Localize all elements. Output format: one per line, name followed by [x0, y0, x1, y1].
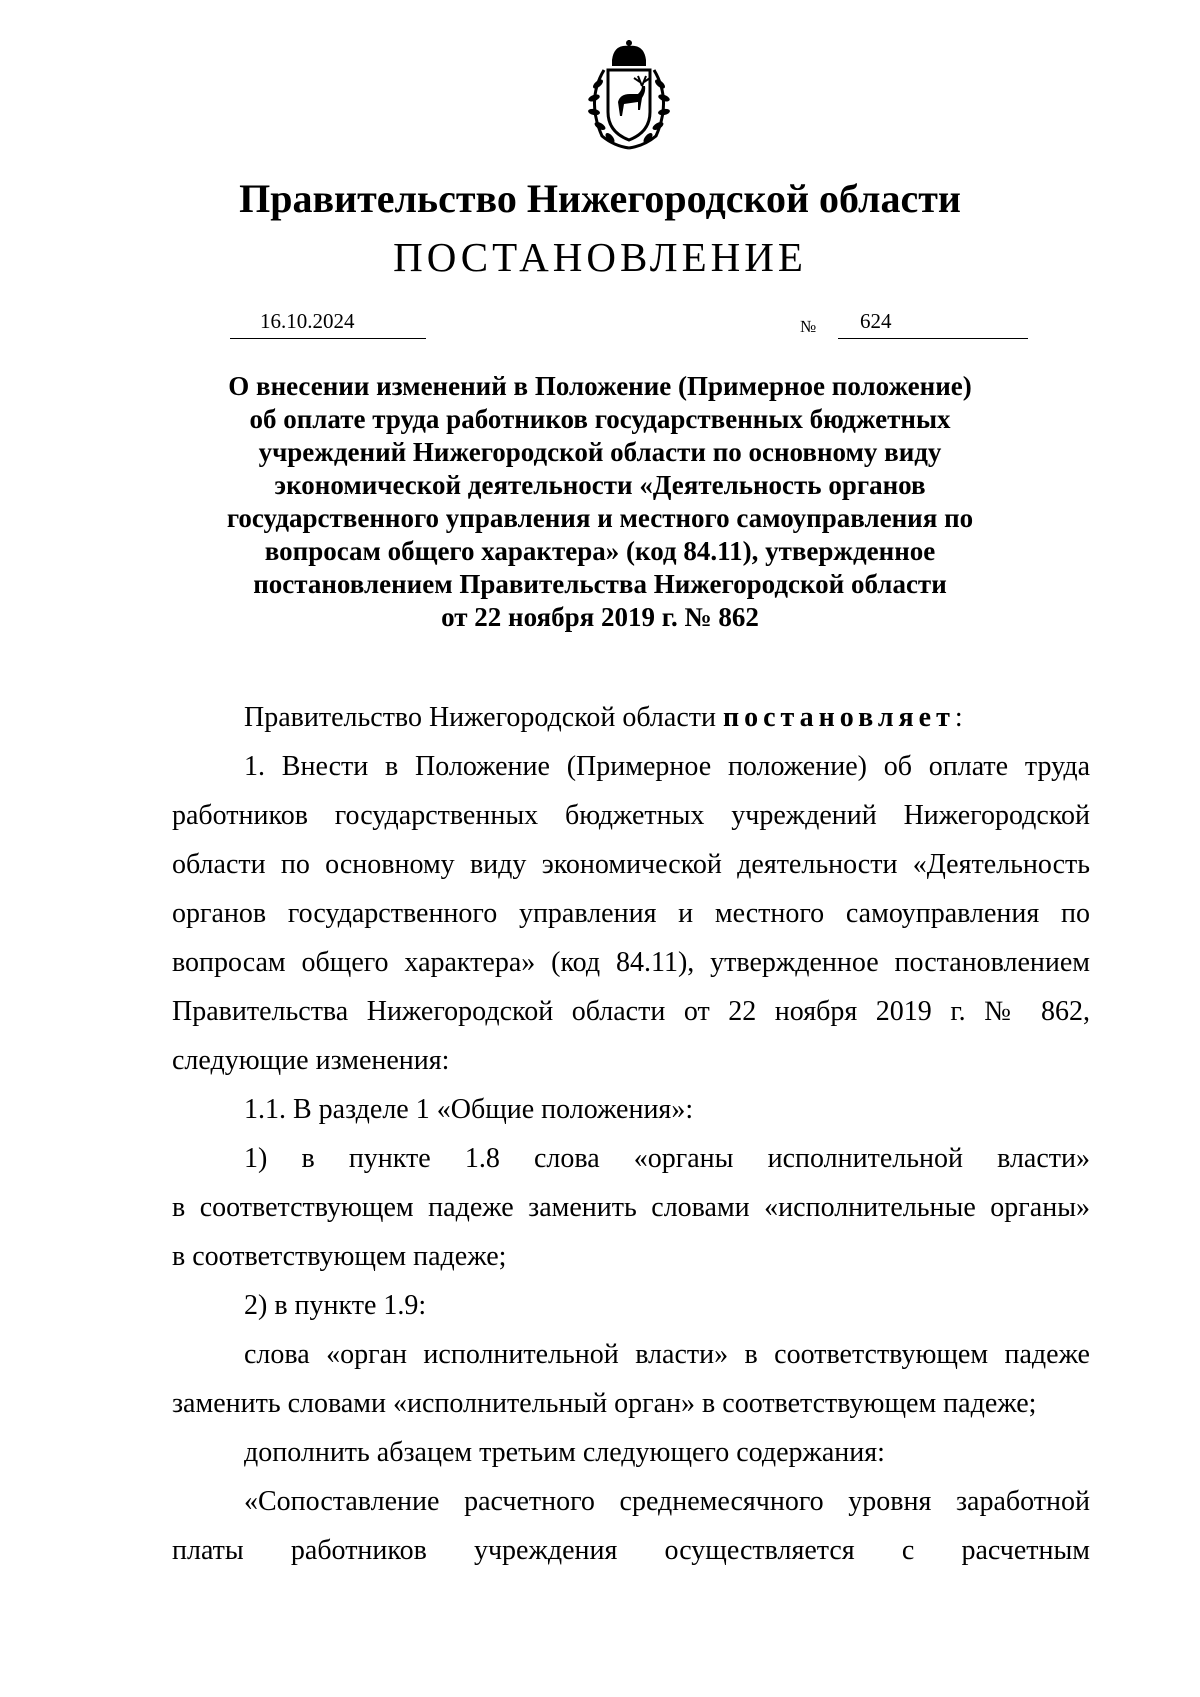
subject-line: экономической деятельности «Деятельность органов	[274, 470, 926, 500]
body-line: органов государственного управления и местного самоуправления по	[172, 898, 1090, 929]
document-body	[172, 693, 1090, 1575]
body-line: работников государственных бюджетных учреждений Нижегородской	[172, 800, 1090, 831]
document-type: ПОСТАНОВЛЕНИЕ	[393, 234, 807, 280]
body-line: в соответствующем падеже;	[172, 1241, 507, 1272]
coat-of-arms-icon	[574, 40, 684, 152]
subject-line: О внесении изменений в Положение (Примерное положение)	[228, 371, 972, 401]
body-line: заменить словами «исполнительный орган» в соответствующем падеже;	[172, 1388, 1037, 1419]
body-line: дополнить абзацем третьим следующего содержания:	[244, 1437, 885, 1468]
body-line: Правительства Нижегородской области от 22 ноября 2019 г. № 862,	[172, 996, 1090, 1027]
document-number: 624	[860, 309, 892, 333]
government-name: Правительство Нижегородской области	[239, 176, 961, 221]
document-subject	[140, 370, 1060, 634]
subject-line: об оплате труда работников государственных бюджетных	[249, 404, 951, 434]
body-line: 2) в пункте 1.9:	[244, 1290, 427, 1321]
preamble-text: Правительство Нижегородской области	[244, 702, 723, 733]
body-line: 1. Внести в Положение (Примерное положение) об оплате труда	[244, 751, 1090, 782]
preamble	[172, 693, 1090, 742]
body-line: 1.1. В разделе 1 «Общие положения»:	[244, 1094, 694, 1125]
body-line: в соответствующем падеже заменить словами «исполнительные органы»	[172, 1192, 1090, 1223]
subject-line: государственного управления и местного самоуправления по	[226, 503, 974, 533]
body-line: «Сопоставление расчетного среднемесячного уровня заработной	[244, 1486, 1090, 1517]
subject-line: вопросам общего характера» (код 84.11), утвержденное	[264, 536, 936, 566]
preamble-decree-word: постановляет	[722, 702, 955, 733]
body-line: 1) в пункте 1.8 слова «органы исполнительной власти»	[244, 1143, 1090, 1174]
subject-line: постановлением Правительства Нижегородской области	[253, 569, 947, 599]
number-sign: №	[800, 317, 817, 336]
body-line: платы работников учреждения осуществляется с расчетным	[172, 1535, 1090, 1566]
body-line: вопросам общего характера» (код 84.11), утвержденное постановлением	[172, 947, 1090, 978]
body-line: области по основному виду экономической деятельности «Деятельность	[172, 849, 1090, 880]
body-line: следующие изменения:	[172, 1045, 450, 1076]
subject-line: учреждений Нижегородской области по основному виду	[258, 437, 942, 467]
document-date: 16.10.2024	[260, 309, 355, 333]
number-field	[838, 308, 1028, 339]
body-line: слова «орган исполнительной власти» в соответствующем падеже	[244, 1339, 1090, 1370]
preamble-end: :	[954, 702, 963, 733]
subject-line: от 22 ноября 2019 г. № 862	[441, 602, 759, 632]
date-field	[230, 308, 426, 339]
